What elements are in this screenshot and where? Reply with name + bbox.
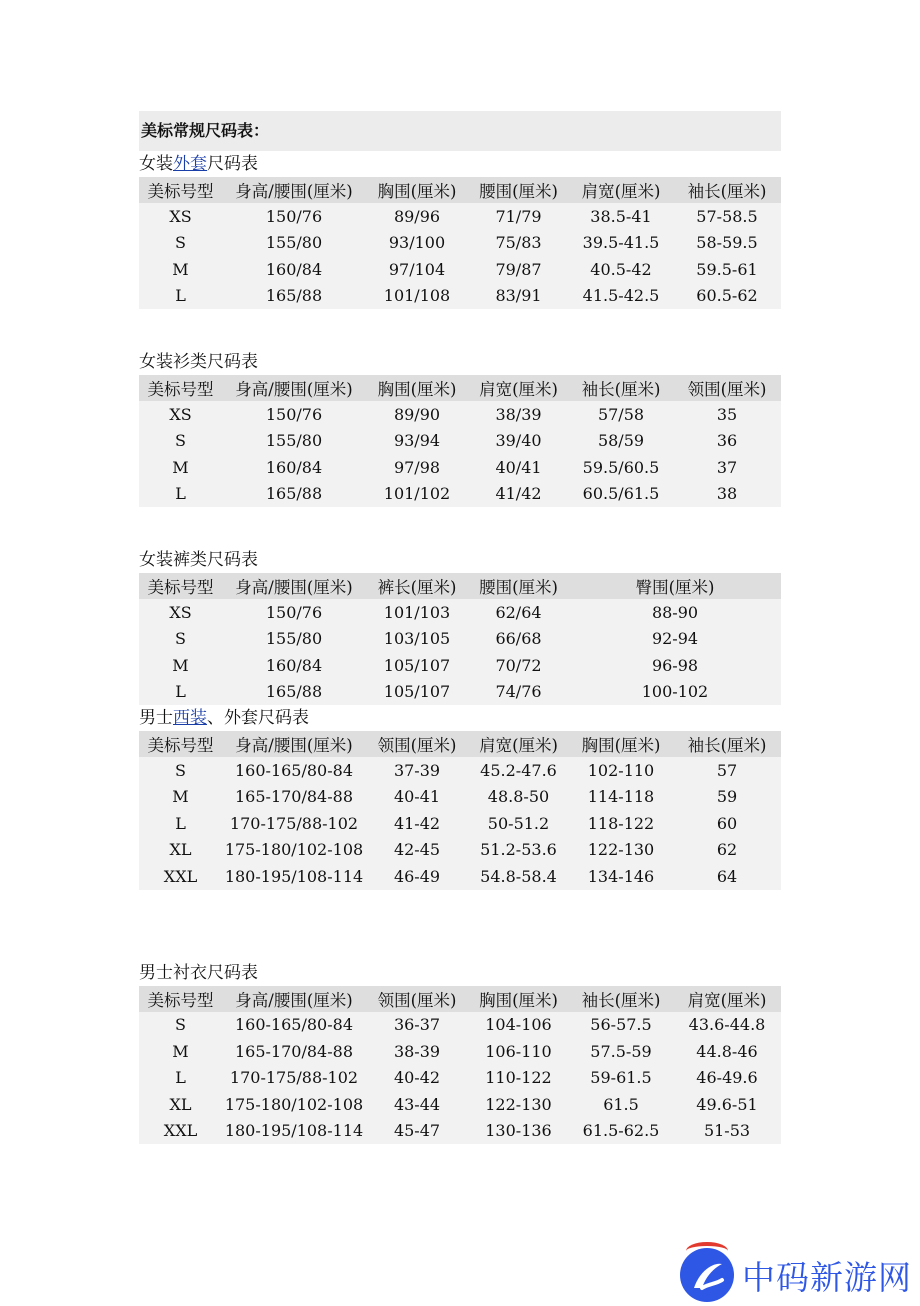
column-header: 肩宽(厘米)	[569, 177, 673, 203]
table-cell: 51-53	[703, 1121, 751, 1141]
table-cell: 59.5-61	[696, 259, 758, 279]
table-cell: 38-39	[393, 1041, 441, 1061]
table-row	[139, 401, 781, 428]
column-header: 袖长(厘米)	[673, 731, 781, 757]
table-cell: 37-39	[393, 760, 441, 780]
table-cell: M	[172, 259, 189, 279]
column-header: 袖长(厘米)	[569, 375, 673, 401]
section-title-link[interactable]: 西装	[173, 708, 207, 728]
table-cell: 175-180/102-108	[224, 840, 364, 860]
table-cell: 71/79	[495, 206, 542, 226]
table-cell: 160/84	[265, 655, 323, 675]
table-cell: 40-42	[393, 1068, 441, 1088]
table-row	[139, 1065, 781, 1092]
table-cell: 61.5-62.5	[582, 1121, 660, 1141]
table-cell: 50-51.2	[487, 813, 550, 833]
column-header: 领围(厘米)	[673, 375, 781, 401]
table-cell: 42-45	[393, 840, 441, 860]
column-header: 美标号型	[139, 986, 222, 1012]
table-cell: 40/41	[495, 457, 542, 477]
table-row	[139, 837, 781, 864]
table-cell: 62	[716, 840, 738, 860]
column-header: 肩宽(厘米)	[673, 986, 781, 1012]
table-cell: L	[175, 286, 186, 306]
page-title: 美标常规尺码表：	[139, 111, 781, 151]
column-header: 袖长(厘米)	[569, 986, 673, 1012]
section-title-text: 男士衬衣尺码表	[139, 962, 258, 983]
table-cell: 60	[716, 813, 738, 833]
table-row	[139, 1091, 781, 1118]
column-header: 肩宽(厘米)	[468, 375, 569, 401]
table-cell: L	[175, 484, 186, 504]
section-title-text: 尺码表	[207, 154, 258, 174]
table-row	[139, 1038, 781, 1065]
logo-arc-icon	[686, 1242, 728, 1260]
table-cell: 97/104	[388, 259, 446, 279]
column-header: 腰围(厘米)	[468, 177, 569, 203]
section-title-text: 男士	[139, 708, 173, 728]
table-cell: L	[175, 682, 186, 702]
table-cell: 58/59	[597, 431, 645, 451]
table-row	[139, 679, 781, 706]
table-cell: 101/103	[383, 602, 451, 622]
table-cell: 59-61.5	[590, 1068, 652, 1088]
table-cell: 155/80	[265, 431, 323, 451]
table-cell: 43.6-44.8	[688, 1015, 766, 1035]
table-cell: 100-102	[641, 682, 709, 702]
column-header: 身高/腰围(厘米)	[222, 986, 366, 1012]
table-cell: 74/76	[495, 682, 542, 702]
table-cell: 160/84	[265, 259, 323, 279]
table-header-row	[139, 731, 781, 757]
size-table-section	[139, 547, 781, 705]
table-cell: 57-58.5	[696, 206, 758, 226]
table-cell: 79/87	[495, 259, 542, 279]
table-cell: 122-130	[485, 1094, 552, 1114]
table-header-row	[139, 573, 781, 599]
table-row	[139, 428, 781, 455]
column-header: 领围(厘米)	[366, 986, 468, 1012]
table-cell: 165-170/84-88	[235, 1041, 353, 1061]
column-header: 身高/腰围(厘米)	[222, 731, 366, 757]
section-title-text: 女装裤类尺码表	[139, 550, 258, 570]
column-header: 腰围(厘米)	[468, 573, 569, 599]
table-header-row	[139, 375, 781, 401]
table-cell: 64	[716, 866, 738, 886]
table-row	[139, 626, 781, 653]
table-cell: 62/64	[495, 602, 542, 622]
table-cell: S	[175, 760, 186, 780]
table-cell: 170-175/88-102	[229, 813, 359, 833]
table-cell: 38	[716, 484, 738, 504]
column-header: 胸围(厘米)	[366, 375, 468, 401]
table-cell: 165/88	[265, 286, 323, 306]
table-cell: 106-110	[485, 1041, 552, 1061]
size-table-section	[139, 349, 781, 507]
table-cell: 37	[716, 457, 738, 477]
table-cell: 36-37	[393, 1015, 441, 1035]
table-cell: 60.5-62	[696, 286, 758, 306]
table-cell: S	[175, 1015, 186, 1035]
column-header: 身高/腰围(厘米)	[222, 375, 366, 401]
table-cell: 165-170/84-88	[235, 787, 353, 807]
size-table-section	[139, 960, 781, 1145]
table-cell: 40-41	[393, 787, 441, 807]
size-table-section	[139, 151, 781, 309]
table-cell: 89/90	[393, 404, 441, 424]
table-cell: 130-136	[485, 1121, 552, 1141]
table-cell: 155/80	[265, 233, 323, 253]
table-cell: 160-165/80-84	[235, 760, 353, 780]
section-title	[139, 151, 781, 177]
table-cell: S	[175, 233, 186, 253]
table-cell: 45.2-47.6	[480, 760, 557, 780]
column-header: 肩宽(厘米)	[468, 731, 569, 757]
section-title	[139, 349, 781, 375]
table-row	[139, 481, 781, 508]
table-cell: 165/88	[265, 484, 323, 504]
table-row	[139, 203, 781, 230]
table-cell: 38/39	[495, 404, 542, 424]
table-cell: S	[175, 629, 186, 649]
column-header: 身高/腰围(厘米)	[222, 177, 366, 203]
table-row	[139, 454, 781, 481]
table-cell: XXL	[163, 866, 198, 886]
table-cell: 165/88	[265, 682, 323, 702]
table-cell: 45-47	[393, 1121, 441, 1141]
table-cell: 36	[716, 431, 738, 451]
table-cell: 61.5	[603, 1094, 639, 1114]
table-cell: M	[172, 655, 189, 675]
size-table	[139, 986, 781, 1145]
table-cell: 83/91	[495, 286, 542, 306]
table-cell: XS	[169, 206, 192, 226]
column-header: 胸围(厘米)	[468, 986, 569, 1012]
table-cell: 110-122	[485, 1068, 552, 1088]
section-title-text: 女装	[139, 154, 173, 174]
table-cell: 59	[716, 787, 738, 807]
table-cell: 59.5/60.5	[582, 457, 660, 477]
table-cell: 150/76	[265, 206, 323, 226]
table-cell: 155/80	[265, 629, 323, 649]
table-row	[139, 757, 781, 784]
table-cell: 57/58	[597, 404, 645, 424]
document-page	[139, 111, 781, 1144]
table-cell: XS	[169, 404, 192, 424]
table-cell: XS	[169, 602, 192, 622]
table-cell: S	[175, 431, 186, 451]
table-cell: 40.5-42	[590, 259, 652, 279]
column-header: 胸围(厘米)	[569, 731, 673, 757]
column-header: 臀围(厘米)	[569, 573, 781, 599]
column-header: 美标号型	[139, 573, 222, 599]
table-cell: 88-90	[651, 602, 699, 622]
size-tables	[139, 151, 781, 1144]
table-row	[139, 230, 781, 257]
section-title	[139, 547, 781, 573]
section-title-link[interactable]: 外套	[173, 154, 207, 174]
size-table	[139, 177, 781, 309]
column-header: 美标号型	[139, 177, 222, 203]
table-header-row	[139, 986, 781, 1012]
table-row	[139, 810, 781, 837]
table-row	[139, 1012, 781, 1039]
table-cell: 70/72	[495, 655, 542, 675]
section-title-text: 、外套尺码表	[207, 708, 309, 728]
column-header: 美标号型	[139, 375, 222, 401]
table-cell: 101/108	[383, 286, 451, 306]
table-cell: 41-42	[393, 813, 441, 833]
table-cell: 38.5-41	[590, 206, 652, 226]
table-cell: 39.5-41.5	[582, 233, 660, 253]
table-cell: 134-146	[587, 866, 655, 886]
table-cell: 97/98	[393, 457, 441, 477]
table-cell: 51.2-53.6	[480, 840, 557, 860]
table-cell: 170-175/88-102	[229, 1068, 359, 1088]
table-cell: 75/83	[495, 233, 542, 253]
table-cell: 39/40	[495, 431, 542, 451]
table-cell: 41/42	[495, 484, 542, 504]
table-cell: 104-106	[485, 1015, 552, 1035]
table-cell: 92-94	[651, 629, 699, 649]
watermark-text: 中码新游网	[742, 1258, 912, 1297]
size-table-section	[139, 705, 781, 890]
table-cell: M	[172, 457, 189, 477]
section-title	[139, 960, 781, 986]
table-row	[139, 863, 781, 890]
table-cell: 180-195/108-114	[224, 866, 364, 886]
table-cell: 150/76	[265, 602, 323, 622]
column-header: 领围(厘米)	[366, 731, 468, 757]
column-header: 胸围(厘米)	[366, 177, 468, 203]
column-header: 袖长(厘米)	[673, 177, 781, 203]
table-row	[139, 256, 781, 283]
column-header: 裤长(厘米)	[366, 573, 468, 599]
table-cell: 114-118	[587, 787, 655, 807]
watermark-logo	[678, 1238, 918, 1302]
table-cell: 122-130	[587, 840, 655, 860]
table-row	[139, 652, 781, 679]
table-cell: 54.8-58.4	[480, 866, 557, 886]
table-row	[139, 784, 781, 811]
table-header-row	[139, 177, 781, 203]
table-cell: 35	[716, 404, 738, 424]
size-table	[139, 375, 781, 507]
table-cell: 96-98	[651, 655, 699, 675]
table-cell: 93/100	[388, 233, 446, 253]
table-row	[139, 1118, 781, 1145]
table-cell: 93/94	[393, 431, 441, 451]
table-cell: 160-165/80-84	[235, 1015, 353, 1035]
table-row	[139, 283, 781, 310]
table-cell: 46-49.6	[696, 1068, 758, 1088]
table-cell: L	[175, 1068, 186, 1088]
table-cell: 150/76	[265, 404, 323, 424]
table-cell: 102-110	[587, 760, 655, 780]
table-cell: M	[172, 787, 189, 807]
table-cell: 49.6-51	[696, 1094, 758, 1114]
table-row	[139, 599, 781, 626]
table-cell: 57	[716, 760, 738, 780]
table-cell: XXL	[163, 1121, 198, 1141]
table-cell: 57.5-59	[590, 1041, 652, 1061]
table-cell: 43-44	[393, 1094, 441, 1114]
table-cell: XL	[169, 840, 192, 860]
table-cell: L	[175, 813, 186, 833]
table-cell: 60.5/61.5	[582, 484, 660, 504]
table-cell: 103/105	[383, 629, 451, 649]
table-cell: 180-195/108-114	[224, 1121, 364, 1141]
table-cell: 89/96	[393, 206, 441, 226]
table-cell: 58-59.5	[696, 233, 758, 253]
table-cell: M	[172, 1041, 189, 1061]
table-cell: 175-180/102-108	[224, 1094, 364, 1114]
table-cell: 105/107	[383, 682, 451, 702]
size-table	[139, 731, 781, 890]
table-cell: 48.8-50	[487, 787, 550, 807]
table-cell: 46-49	[393, 866, 441, 886]
section-title	[139, 705, 781, 731]
column-header: 身高/腰围(厘米)	[222, 573, 366, 599]
size-table	[139, 573, 781, 705]
table-cell: XL	[169, 1094, 192, 1114]
table-cell: 66/68	[495, 629, 542, 649]
table-cell: 101/102	[383, 484, 451, 504]
table-cell: 118-122	[587, 813, 655, 833]
table-cell: 160/84	[265, 457, 323, 477]
table-cell: 56-57.5	[590, 1015, 652, 1035]
table-cell: 41.5-42.5	[582, 286, 660, 306]
column-header: 美标号型	[139, 731, 222, 757]
table-cell: 105/107	[383, 655, 451, 675]
table-cell: 44.8-46	[696, 1041, 758, 1061]
section-title-text: 女装衫类尺码表	[139, 352, 258, 372]
